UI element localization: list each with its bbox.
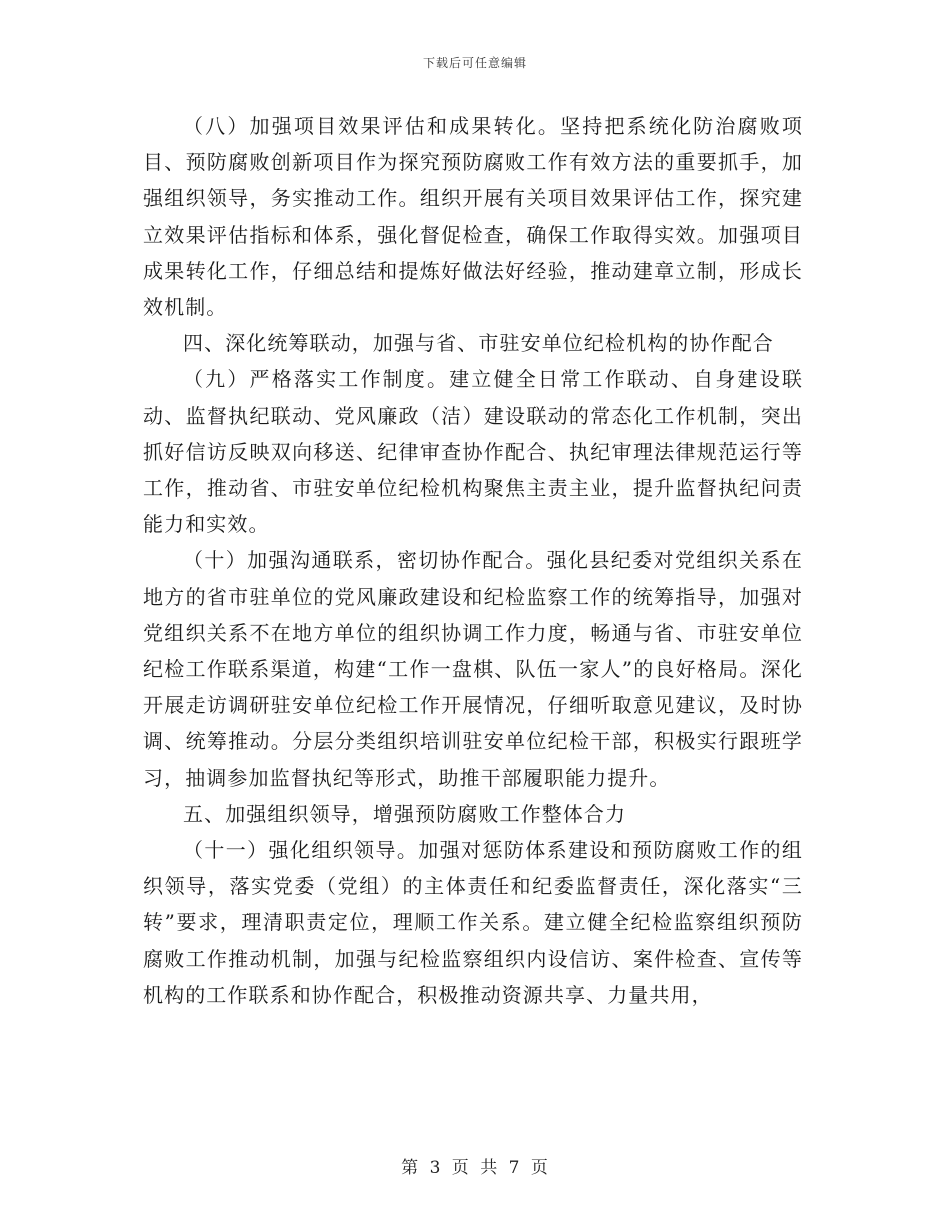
paragraph-item-10: （十）加强沟通联系，密切协作配合。强化县纪委对党组织关系在地方的省市驻单位的党风廉政建设和纪检监察工作的统筹指导，加强对党组织关系不在地方单位的组织协调工作力度，畅通与省、市驻安单位纪检工作联系渠道，构建“工作一盘棋、队伍一家人”的良好格局。深化开展走访调研驻安单位纪检工作开展情况，仔细听取意见建议，及时协调、统筹推动。分层分类组织培训驻安单位纪检干部，积极实行跟班学习，抽调参加监督执纪等形式，助推干部履职能力提升。 <box>143 548 803 790</box>
page-footer: 第 3 页 共 7 页 <box>401 1158 549 1178</box>
paragraph-item-8: （八）加强项目效果评估和成果转化。坚持把系统化防治腐败项目、预防腐败创新项目作为探究预防腐败工作有效方法的重要抓手，加强组织领导，务实推动工作。组织开展有关项目效果评估工作，探究建立效果评估指标和体系，强化督促检查，确保工作取得实效。加强项目成果转化工作，仔细总结和提炼好做法好经验，推动建章立制，形成长效机制。 <box>143 114 803 320</box>
paragraph-item-9: （九）严格落实工作制度。建立健全日常工作联动、自身建设联动、监督执纪联动、党风廉政（洁）建设联动的常态化工作机制，突出抓好信访反映双向移送、纪律审查协作配合、执纪审理法律规范运行等工作，推动省、市驻安单位纪检机构聚焦主责主业，提升监督执纪问责能力和实效。 <box>143 367 803 537</box>
document-body <box>143 108 803 1013</box>
header-note: 下载后可任意编辑 <box>422 56 527 70</box>
section-heading-5: 五、加强组织领导，增强预防腐败工作整体合力 <box>183 801 627 826</box>
section-heading-4: 四、深化统筹联动，加强与省、市驻安单位纪检机构的协作配合 <box>183 331 774 356</box>
paragraph-item-11: （十一）强化组织领导。加强对惩防体系建设和预防腐败工作的组织领导，落实党委（党组）的主体责任和纪委监督责任，深化落实“三转”要求，理清职责定位，理顺工作关系。建立健全纪检监察组织预防腐败工作推动机制，加强与纪检监察组织内设信访、案件检查、宣传等机构的工作联系和协作配合，积极推动资源共享、力量共用， <box>143 838 803 1007</box>
